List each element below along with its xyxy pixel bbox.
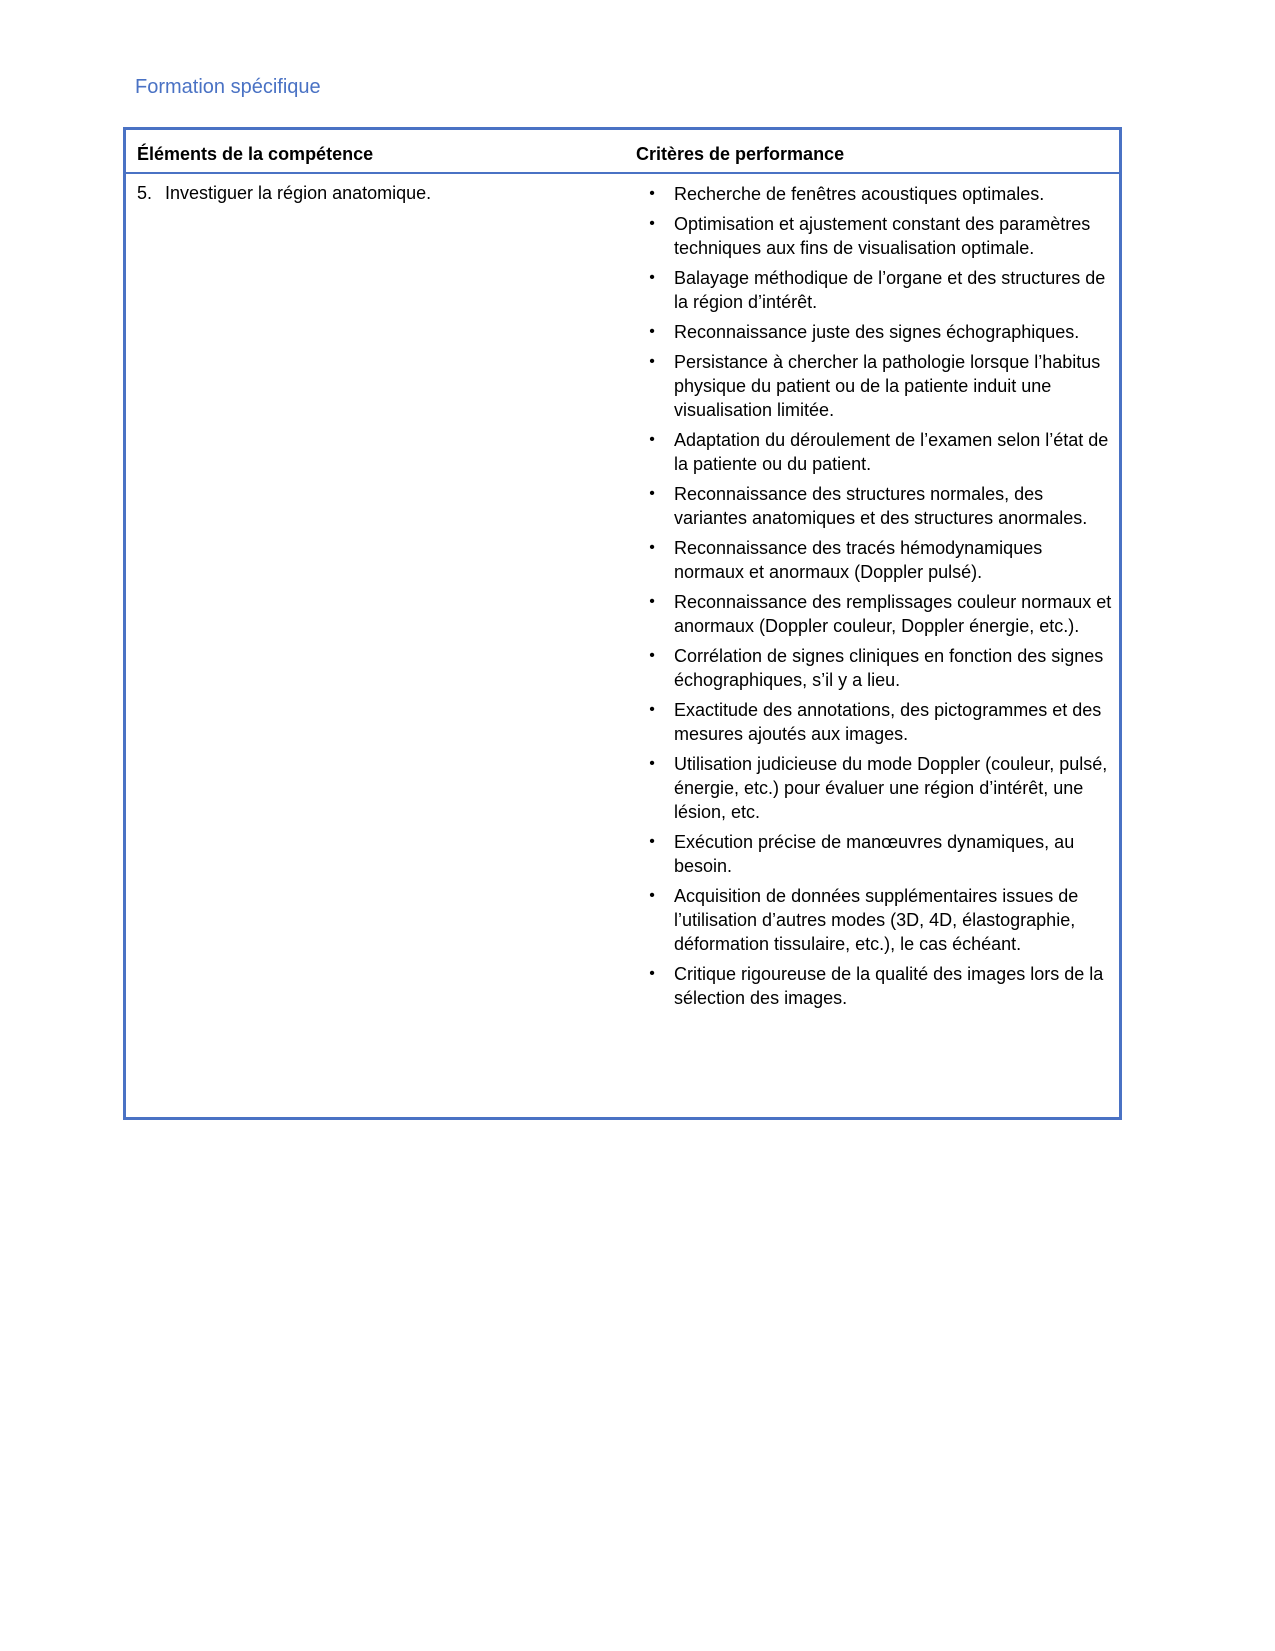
criteria-item (636, 590, 1114, 638)
table-header-row (126, 130, 1119, 174)
bullet-icon: • (649, 965, 655, 982)
criteria-item (636, 266, 1114, 314)
element-number: 5. (137, 183, 153, 203)
bullet-icon: • (649, 215, 655, 232)
criteria-text: Reconnaissance des tracés hémodynamiques normaux et anormaux (Doppler pulsé). (674, 538, 1043, 582)
criteria-item (636, 182, 1114, 206)
bullet-icon: • (649, 701, 655, 718)
criteria-text: Exactitude des annotations, des pictogrammes et des mesures ajoutés aux images. (674, 700, 1102, 744)
bullet-icon: • (649, 593, 655, 610)
criteria-item (636, 320, 1114, 344)
element-text: Investiguer la région anatomique. (165, 183, 432, 203)
criteria-item (636, 962, 1114, 1010)
bullet-icon: • (649, 431, 655, 448)
criteria-text: Optimisation et ajustement constant des paramètres techniques aux fins de visualisation optimale. (674, 214, 1091, 258)
criteria-item (636, 830, 1114, 878)
bullet-icon: • (649, 539, 655, 556)
bullet-icon: • (649, 485, 655, 502)
criteria-text: Acquisition de données supplémentaires issues de l’utilisation d’autres modes (3D, 4D, élastographie, déformation tissulaire, etc.), le cas échéant. (674, 886, 1079, 954)
criteria-item (636, 884, 1114, 956)
bullet-icon: • (649, 755, 655, 772)
criteria-item (636, 752, 1114, 824)
competence-table (123, 127, 1122, 1120)
criteria-text: Reconnaissance des remplissages couleur normaux et anormaux (Doppler couleur, Doppler énergie, etc.). (674, 592, 1112, 636)
criteria-text: Recherche de fenêtres acoustiques optimales. (674, 184, 1045, 204)
criteria-item (636, 482, 1114, 530)
bullet-icon: • (649, 269, 655, 286)
competence-element (137, 182, 431, 204)
header-elements: Éléments de la compétence (137, 144, 374, 164)
criteria-item (636, 644, 1114, 692)
criteria-text: Corrélation de signes cliniques en fonction des signes échographiques, s’il y a lieu. (674, 646, 1104, 690)
bullet-icon: • (649, 833, 655, 850)
criteria-item (636, 698, 1114, 746)
criteria-text: Reconnaissance des structures normales, des variantes anatomiques et des structures anormales. (674, 484, 1088, 528)
bullet-icon: • (649, 323, 655, 340)
header-criteria: Critères de performance (636, 144, 845, 164)
bullet-icon: • (649, 185, 655, 202)
criteria-list (636, 182, 1114, 1016)
criteria-text: Balayage méthodique de l’organe et des structures de la région d’intérêt. (674, 268, 1106, 312)
criteria-item (636, 350, 1114, 422)
criteria-text: Persistance à chercher la pathologie lorsque l’habitus physique du patient ou de la patiente induit une visualisation limitée. (674, 352, 1101, 420)
criteria-item (636, 428, 1114, 476)
bullet-icon: • (649, 647, 655, 664)
criteria-item (636, 212, 1114, 260)
bullet-icon: • (649, 353, 655, 370)
criteria-text: Utilisation judicieuse du mode Doppler (couleur, pulsé, énergie, etc.) pour évaluer une région d’intérêt, une lésion, etc. (674, 754, 1108, 822)
criteria-text: Adaptation du déroulement de l’examen selon l’état de la patiente ou du patient. (674, 430, 1109, 474)
criteria-text: Exécution précise de manœuvres dynamiques, au besoin. (674, 832, 1075, 876)
criteria-text: Reconnaissance juste des signes échographiques. (674, 322, 1080, 342)
bullet-icon: • (649, 887, 655, 904)
criteria-item (636, 536, 1114, 584)
section-title: Formation spécifique (135, 76, 321, 98)
criteria-text: Critique rigoureuse de la qualité des images lors de la sélection des images. (674, 964, 1104, 1008)
